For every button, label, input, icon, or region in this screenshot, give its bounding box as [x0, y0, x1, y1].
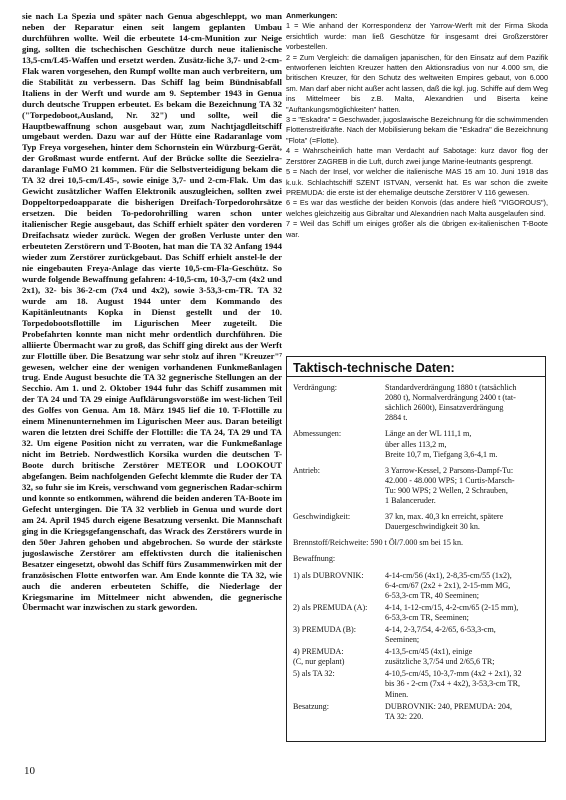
value-line: Standardverdrängung 1880 t (tatsächlich [385, 383, 517, 393]
value-line: 37 kn, max. 40,3 kn erreicht, spätere [385, 512, 504, 522]
armament-row-crew [293, 702, 539, 722]
armament-value [385, 625, 539, 645]
value-line: 1 Balanceruder. [385, 496, 436, 506]
value-line: 3 Yarrow-Kessel, 2 Parsons-Dampf-Tu: [385, 465, 514, 475]
value-line: 4-10,5-cm/45, 10-3,7-mm (4x2 + 2x1), 32 [385, 669, 522, 679]
value-line: bis 36 - 2-cm (7x4 + 4x2), 3-53,3-cm TR, [385, 679, 521, 689]
value-line: DUBROVNIK: 240, PREMUDA: 204, [385, 701, 513, 711]
main-text-column [22, 11, 282, 613]
armament-row [293, 571, 539, 601]
armament-label: Besatzung: [293, 701, 329, 711]
data-row-label: Verdrängung: [293, 383, 338, 393]
armament-value [385, 702, 539, 722]
data-row-value [385, 383, 539, 423]
armament-label: 3) PREMUDA (B): [293, 624, 356, 634]
value-line: Tu: 900 WPS; 2 Wellen, 2 Schrauben, [385, 485, 508, 495]
value-line: 4-14, 1-12-cm/15, 4-2-cm/65 (2-15 mm), [385, 602, 519, 612]
data-row-value [385, 512, 539, 532]
armament-label: 2) als PREMUDA (A): [293, 602, 368, 612]
armament-row [293, 669, 539, 699]
note-item: 4 = Wahrscheinlich hatte man Verdacht auf Sabotage: kurz davor flog der Zerstörer ZAGREB in die Luft, durch zwei junge Marine-leutnants gesprengt. [286, 146, 548, 166]
armament-value [385, 647, 539, 657]
notes-block [286, 11, 548, 240]
value-line: 2080 t), Normalverdrängung 2400 t (tat- [385, 393, 516, 403]
data-row-label: Antrieb: [293, 465, 320, 475]
armament-label: 1) als DUBROVNIK: [293, 570, 364, 580]
value-line: sächlich 2600t), Einsatzverdrängung [385, 403, 504, 413]
armament-row [293, 657, 539, 667]
armament-label: 5) als TA 32: [293, 669, 335, 679]
note-item: 1 = Wie anhand der Korrespondenz der Yarrow-Werft mit der Firma Skoda ersichtlich wurde: man ließ Geschütze für insgesamt drei Großzerstörer vorbestellen. [286, 21, 548, 52]
value-line: 4-14-cm/56 (4x1), 2-8,35-cm/55 (1x2), [385, 570, 512, 580]
data-row-dimensions [293, 429, 539, 459]
armament-value [385, 657, 539, 667]
armament-row [293, 647, 539, 657]
value-line: 6-4-cm/67 (2x2 + 2x1), 2-15-mm MG, [385, 580, 511, 590]
value-line: Minen. [385, 689, 409, 699]
data-row-label: Geschwindigkeit: [293, 512, 351, 522]
data-row-speed [293, 512, 539, 532]
armament-row [293, 625, 539, 645]
data-row-value [385, 429, 539, 459]
title-divider [287, 376, 545, 377]
value-line: 4-14, 2-3,7/54, 4-2/65, 6-53,3-cm, [385, 624, 496, 634]
note-item: 5 = Nach der Insel, vor welcher die italienische MAS 15 am 10. Juni 1918 das k.u.k. Schlachtschiff SZENT ISTVAN, versenkt hat. Es war schon die zweite PREMUDA: die erste ist der ehemalige deutsche Zerstörer V 116 gewesen. [286, 167, 548, 197]
body-paragraph: sie nach La Spezia und später nach Genua abgeschleppt, wo man neben der Reparatur einen seit langem geplanten Umbau durchführen wollte. Weil die erbeutete 14-cm-Munition zur Neige ging, sollten die tschechischen Geschütze durch neue italienische 13,5-cm/L45-Waffen und ersetzt werden. Zusätz-liche 3,7- und 2-cm-Flak waren vorgesehen, den Rumpf wollte man auch verbreitern, um die Stabilität zu verbessern. Das Schiff lag beim Bündnisabfall Italiens in der Werft und wurde am 9. September 1943 in Genua durch deutsche Truppen erbeutet. Es bekam die Bezeichnung TA 32 ("Torpedoboot,Ausland, Nr. 32") und sollte, weil die Hauptbewaffnung schon ausgebaut war, zum Nachtjagdleitschiff umgebaut werden. Dazu war auf der Hütte eine Radaranlage vom Typ Freya vorgesehen, hinter dem Schornstein ein Würzburg-Gerät, der Großmast wurde entfernt. Auf der Brücke sollte die Seezielra-daranlage FuMO 21 kommen. Für die Selbstverteidigung bekam die TA 32 drei 10,5-cm/L45-, sowie einige 3,7- und 2-cm-Flak. Um das Gewicht zusätzlicher Waffen Elektronik auszugleichen, sollten zwei Doppeltorpedoapparate die bisherigen Dreifach-Torpedorohrsätze ersetzen. Die beiden To-pedorohrilling waren schon unter italienischer Regie ausgebaut, das Schiff erhielt später den vorderen Dreifachsatz wieder zurück. Wegen der großen Verluste unter den erbeuteten Zerstörern und T-Booten, hat man die TA 32 Anfang 1944 wieder zum Zerstörer zurückgebaut. Das Schiff erhielt anstel-le der nie eingebauten Freya-Anlage das vierte 10,5-cm-Fla-Geschütz. So wurde folgende Bewaffnung gefahren: 4-10,5-cm, 10-3,7-cm (4x2 und 2x1), 32- bis 36-2-cm (7x4 und 4x2), sowie 3-53,3-cm-TR. TA 32 wurde am 18. August 1944 unter dem Kommando des Kapitänleutnants Kopka in Dienst gestellt und der 10. Torpedobootsflottille im Ligurischen Meer zugeteilt. Die Probefahrten konnte man nicht mehr ordentlich durchführen. Die alliierte Übermacht war zu groß, das Schiff ging direkt aus der Werft zur Flottille über. Die Besatzung war sehr stolz auf ihren "Kreuzer"⁷ gewesen, welcher eine der wenigen vorhandenen Funkmeßanlagen trug. Ende August besuchte die TA 32 gegnerische Stellungen an der Secchio. Am 1. und 2. Oktober 1944 fuhr das Schiff zusammen mit der TA 24 und TA 29 einige Aufklärungsvorstöße im west-lichen Teil des Golfes von Genua. Am 18. März 1945 lief die 10. T-Flottille zu einem Minenunternehmen im Ligurischen Meer aus. Daran beteiligt waren die letzten drei Schiffe der Flottille: die TA 24, TA 29 und TA 32. Um eigene Position nicht zu verraten, war die Funkmeßanlage nicht im Betrieb. Nordwestlich Korsika wurden die deutschen T-Boote durch britische Zerstörer METEOR und LOOKOUT abgefangen. Beim nachfolgenden Gefecht klemmte die Ruder der TA 32, so fuhr sie im Kreis, verschwand vom gegnerischen Radar-schirm und konnte so entkommen, während die beiden anderen TA-Boote im Gefecht untergingen. Die TA 32 verblieb in Genua und wurde dort am 24. April 1945 durch eigene Besatzung versenkt. Die Mannschaft ging in die Kriegsgefangenschaft, das Wrack des Zerstörers wurde in den 50er Jahren gehoben und abgebrochen. So wurde der stärkste jugoslawische Zerstörer am effektivsten durch die italienischen Besatzer eingesetzt, obwohl das Schiff fürs Zusammenwirken mit der französischen Flotte entworfen war. Am Ende konnte die TA 32, wie auch die anderen erbeuteten Schiffe, die Niederlage der Kriegsmarine im Mittelmeer nicht abwenden, die gegnerische Übermacht war inzwischen zu stark geworden. [22, 11, 282, 613]
notes-heading: Anmerkungen: [286, 11, 338, 20]
value-line: Breite 10,7 m, Tiefgang 3,6-4,1 m. [385, 449, 498, 459]
note-item: 6 = Es war das westliche der beiden Konvois (das andere hieß "VIGOROUS"), welches gleichzeitig aus Gibraltar und Alexandrien nach Malta ausgelaufen sind. [286, 198, 548, 218]
data-row-label: Abmessungen: [293, 429, 342, 439]
value-line: Dauergeschwindigkeit 30 kn. [385, 522, 480, 532]
value-line: 2884 t. [385, 413, 408, 423]
armament-value [385, 669, 539, 699]
value-line: 42.000 - 48.000 WPS; 1 Curtis-Marsch- [385, 475, 515, 485]
note-item: 2 = Zum Vergleich: die damaligen japanischen, für den Einsatz auf dem Pazifik entworfenen leichten Kreuzer hatten den Aktionsradius von nur 4.000 sm, die britischen Kreuzer, für den Schutz des weltweiten Empires gebaut, von 6.000 sm. Man darf aber nicht außer acht lassen, daß die kgl. jug. Schiffe auf dem Weg ins Mittelmeer bis z.B. Malta, Alexandrien und Biserta keine "Auftankungsmöglichkeiten" hatten. [286, 52, 548, 114]
armament-value [385, 571, 539, 601]
technical-data-box [286, 356, 546, 742]
value-line: Seeminen; [385, 635, 420, 645]
note-item: 7 = Weil das Schiff um einiges größer als die übrigen ex-italienischen T-Boote war. [286, 219, 548, 239]
armament-value [385, 603, 539, 623]
value-line: TA 32: 220. [385, 711, 424, 721]
value-line: Länge an der WL 111,1 m, [385, 429, 472, 439]
value-line: 6-53,3-cm TR, 40 Seeminen; [385, 590, 480, 600]
armament-row [293, 603, 539, 623]
technical-data-title: Taktisch-technische Daten: [293, 361, 455, 375]
value-line: 4-13,5-cm/45 (4x1), einige [385, 647, 473, 657]
value-line: 6-53,3-cm TR, Seeminen; [385, 612, 469, 622]
data-row-displacement [293, 383, 539, 423]
data-row-propulsion [293, 466, 539, 506]
note-item: 3 = "Eskadra" = Geschwader, jugoslawische Bezeichnung für die schwimmenden Flottenstreitkräfte. Nach der Mobilisierung bekam die "Eskadra" die Bezeichnung "Flota" (=Flotte). [286, 115, 548, 145]
armament-heading: Bewaffnung: [293, 554, 336, 564]
armament-label: (C, nur geplant) [293, 657, 345, 667]
page-number: 10 [24, 765, 35, 777]
fuel-range-line: Brennstoff/Reichweite: 590 t Öl/7.000 sm bei 15 kn. [293, 538, 464, 548]
armament-label: 4) PREMUDA: [293, 647, 344, 657]
value-line: zusätzliche 3,7/54 und 2/65,6 TR; [385, 657, 495, 667]
data-row-value [385, 466, 539, 506]
value-line: über alles 113,2 m, [385, 439, 447, 449]
notes-column [286, 11, 548, 240]
